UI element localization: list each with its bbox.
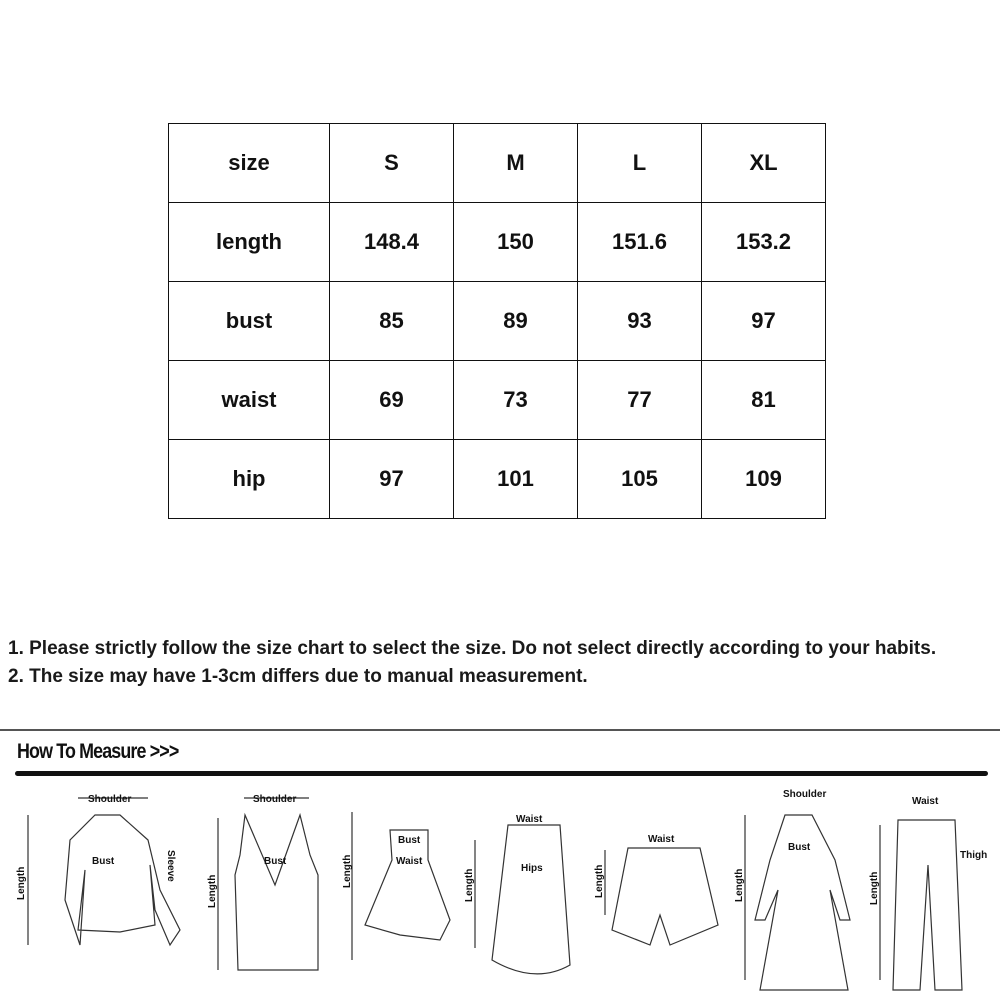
divider [0,729,1000,731]
label-length: Length [16,866,27,900]
title-underline [15,771,988,776]
table-cell: 150 [454,203,578,282]
table-row [169,203,826,282]
label-bust: Bust [788,842,811,853]
table-cell: hip [169,440,330,519]
note-1: 1. Please strictly follow the size chart to select the size. Do not select directly according to your habits. [8,638,937,659]
shirt-sketch [16,794,180,945]
pants-sketch [869,796,987,990]
label-length: Length [869,871,880,905]
table-cell: 109 [702,440,826,519]
table-cell: M [454,124,578,203]
skirt-sketch [464,814,570,974]
label-length: Length [464,868,475,902]
table-cell: 105 [578,440,702,519]
table-row [169,361,826,440]
table-cell: bust [169,282,330,361]
label-sleeve: Sleeve [165,850,176,882]
table-cell: length [169,203,330,282]
label-bust: Bust [264,856,287,867]
size-notes [8,635,993,691]
shorts-sketch [594,834,718,945]
table-cell: 69 [330,361,454,440]
table-cell: 85 [330,282,454,361]
label-shoulder: Shoulder [88,794,132,805]
table-cell: XL [702,124,826,203]
table-cell: 153.2 [702,203,826,282]
label-length: Length [342,854,353,888]
tank-top-sketch [207,794,318,970]
label-waist: Waist [648,834,675,845]
size-chart-table [168,123,826,519]
label-length: Length [594,864,605,898]
label-length: Length [207,874,218,908]
table-cell: 89 [454,282,578,361]
label-bust: Bust [92,856,115,867]
measurement-sketches [0,780,1000,1000]
label-hips: Hips [521,863,543,874]
table-cell: size [169,124,330,203]
label-waist: Waist [396,856,423,867]
table-cell: 97 [330,440,454,519]
table-cell: L [578,124,702,203]
note-2: 2. The size may have 1-3cm differs due to manual measurement. [8,666,588,687]
table-cell: 101 [454,440,578,519]
label-length: Length [734,868,745,902]
table-row [169,282,826,361]
table-cell: 97 [702,282,826,361]
label-bust: Bust [398,835,421,846]
table-cell: 93 [578,282,702,361]
dress-sketch [342,812,450,960]
label-waist: Waist [912,796,939,807]
table-cell: 148.4 [330,203,454,282]
how-to-measure-title: How To Measure >>> [17,740,179,763]
table-row [169,440,826,519]
table-cell: 81 [702,361,826,440]
table-cell: 73 [454,361,578,440]
table-header-row [169,124,826,203]
coat-sketch [734,789,850,990]
label-thigh: Thigh [960,850,988,861]
table-cell: waist [169,361,330,440]
table-cell: 151.6 [578,203,702,282]
label-shoulder: Shoulder [253,794,297,805]
label-waist: Waist [516,814,543,825]
table-cell: S [330,124,454,203]
table-cell: 77 [578,361,702,440]
label-shoulder: Shoulder [783,789,827,800]
